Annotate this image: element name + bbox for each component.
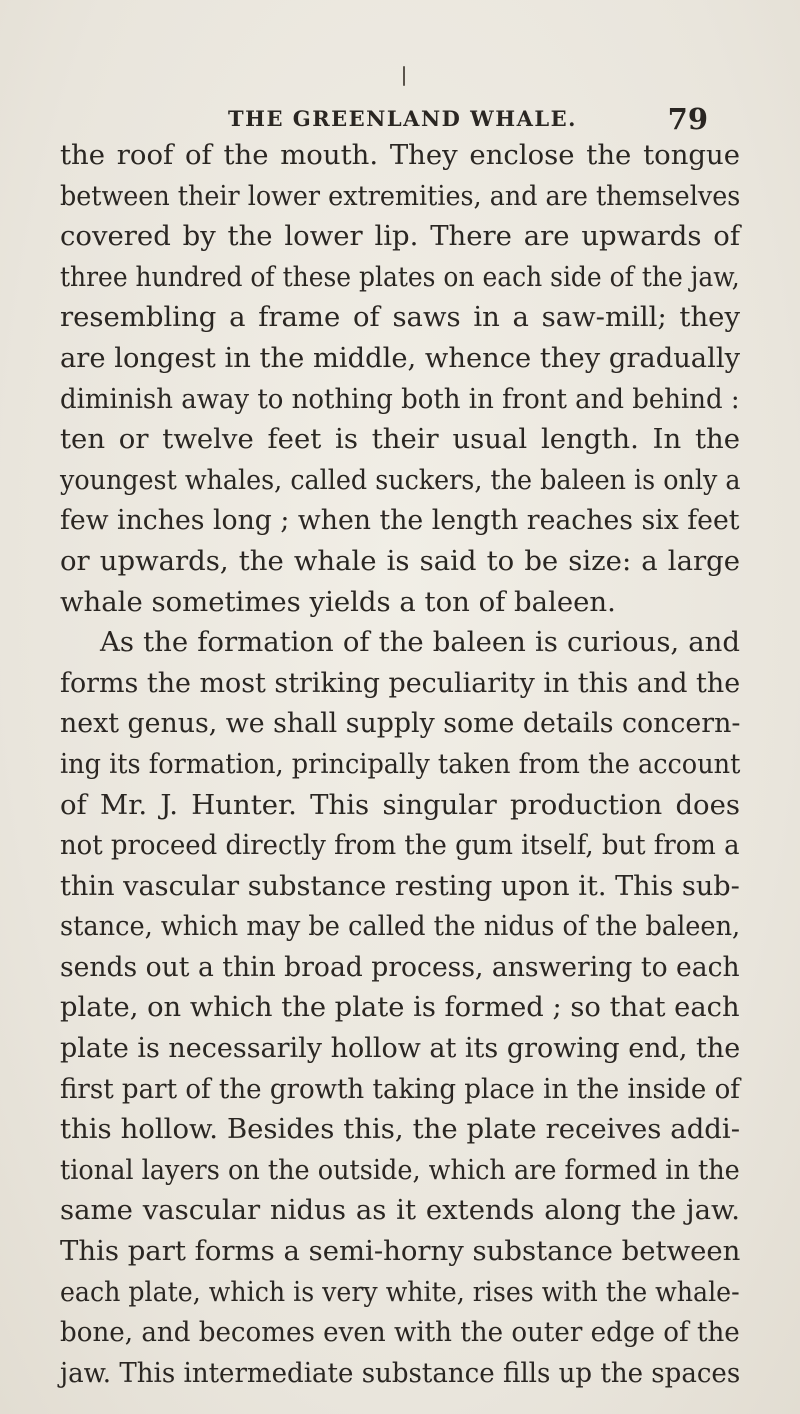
text-line: thin vascular substance resting upon it. This sub- — [60, 869, 740, 902]
text-line: or upwards, the whale is said to be size: a large — [60, 544, 740, 577]
body-text — [60, 135, 740, 1393]
text-line: jaw. This intermediate substance fills up the spaces — [60, 1356, 741, 1389]
text-line: ten or twelve feet is their usual length. In the — [60, 423, 740, 456]
text-line: plate, on which the plate is formed ; so that each — [60, 991, 740, 1024]
text-line: few inches long ; when the length reaches six feet — [60, 504, 740, 537]
text-line: plate is necessarily hollow at its growing end, the — [60, 1032, 741, 1065]
text-line: resembling a frame of saws in a saw-mill; they — [60, 301, 740, 334]
text-line: not proceed directly from the gum itself, but from a — [60, 829, 740, 862]
text-line: same vascular nidus as it extends along the jaw. — [60, 1194, 740, 1227]
running-head-title: THE GREENLAND WHALE. — [228, 106, 577, 131]
text-line: whale sometimes yields a ton of baleen. — [60, 585, 616, 618]
text-line: stance, which may be called the nidus of the baleen, — [60, 910, 741, 943]
text-line: forms the most striking peculiarity in this and the — [60, 666, 741, 699]
text-line: As the formation of the baleen is curious, and — [100, 626, 740, 659]
text-line: are longest in the middle, whence they gradually — [60, 341, 741, 374]
text-line: ing its formation, principally taken from the account — [60, 747, 741, 780]
text-line: bone, and becomes even with the outer edge of the — [60, 1316, 740, 1349]
text-line: the roof of the mouth. They enclose the tongue — [60, 139, 740, 171]
text-line: tional layers on the outside, which are formed in the — [60, 1153, 740, 1186]
text-line: this hollow. Besides this, the plate receives addi- — [60, 1113, 740, 1146]
text-line: between their lower extremities, and are themselves — [60, 179, 741, 212]
text-line: three hundred of these plates on each side of the jaw, — [60, 260, 740, 293]
text-line: diminish away to nothing both in front and behind : — [60, 382, 740, 415]
text-line: youngest whales, called suckers, the baleen is only a — [60, 463, 741, 496]
text-line: each plate, which is very white, rises with the whale- — [60, 1275, 740, 1308]
text-line: next genus, we shall supply some details concern- — [60, 707, 741, 740]
text-line: sends out a thin broad process, answering to each — [60, 950, 740, 983]
stray-ink-mark — [403, 66, 405, 86]
text-line: This part forms a semi-horny substance between — [60, 1235, 741, 1268]
page-number: 79 — [667, 102, 708, 136]
text-line: of Mr. J. Hunter. This singular production does — [60, 788, 740, 821]
text-line: first part of the growth taking place in the inside of — [60, 1072, 740, 1105]
text-line: covered by the lower lip. There are upwards of — [60, 220, 740, 253]
